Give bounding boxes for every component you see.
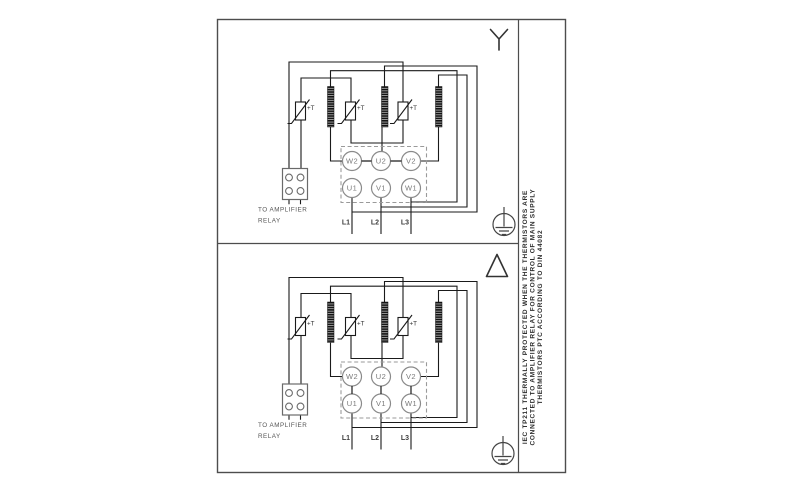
terminal-v2: V2: [406, 371, 416, 381]
protective-earth-icon: [492, 436, 514, 465]
note-line-2: CONNECTED TO AMPLIFIER RELAY FOR CONTROL OF MAIN SUPPLY: [529, 188, 537, 446]
panel-star-connection: [258, 30, 515, 236]
relay-label-line1: TO AMPLIFIER: [258, 206, 308, 214]
terminal-u2: U2: [375, 371, 387, 381]
terminal-w1: W1: [404, 398, 418, 408]
wiring-artwork: [283, 278, 478, 450]
note-line-1: IEC TP211 THERMALLY PROTECTED WHEN THE THERMISTORS ARE: [522, 189, 529, 445]
thermistor-label: +T: [409, 320, 418, 328]
terminal-w2: W2: [345, 371, 359, 381]
relay-label-line1: TO AMPLIFIER: [258, 422, 308, 429]
terminal-u1: U1: [346, 398, 358, 408]
star-connection-icon: [491, 30, 508, 51]
terminal-v1: V1: [376, 398, 386, 408]
wiring-artwork: [283, 62, 478, 234]
thermistor-label: +T: [409, 105, 418, 112]
delta-connection-icon: [487, 255, 508, 277]
relay-label-line2: RELAY: [258, 433, 281, 440]
terminal-u2: U2: [375, 156, 387, 166]
terminal-w1: W1: [404, 183, 418, 193]
thermistor-label: +T: [357, 320, 365, 328]
terminal-w2: W2: [345, 156, 359, 166]
relay-label-line2: RELAY: [258, 217, 281, 225]
supply-l3: L3: [400, 435, 409, 442]
terminal-v1: V1: [376, 183, 386, 193]
delta-bridge-jumpers: [352, 386, 411, 394]
thermistor-label: +T: [357, 105, 365, 112]
terminal-u1: U1: [346, 183, 358, 193]
supply-l2: L2: [370, 219, 379, 227]
supply-l3: L3: [400, 219, 409, 227]
supply-l1: L1: [341, 435, 350, 442]
supply-l1: L1: [341, 219, 350, 227]
panel-delta-connection: [258, 255, 514, 465]
side-note: [522, 188, 544, 445]
thermistor-label: +T: [307, 105, 315, 112]
protective-earth-icon: [493, 207, 515, 236]
terminal-v2: V2: [406, 156, 416, 166]
thermistor-label: +T: [307, 320, 315, 328]
figure-border: [218, 20, 566, 473]
supply-l2: L2: [370, 435, 379, 442]
note-line-3: THERMISTORS PTC ACCORDING TO DIN 44082: [537, 229, 544, 405]
